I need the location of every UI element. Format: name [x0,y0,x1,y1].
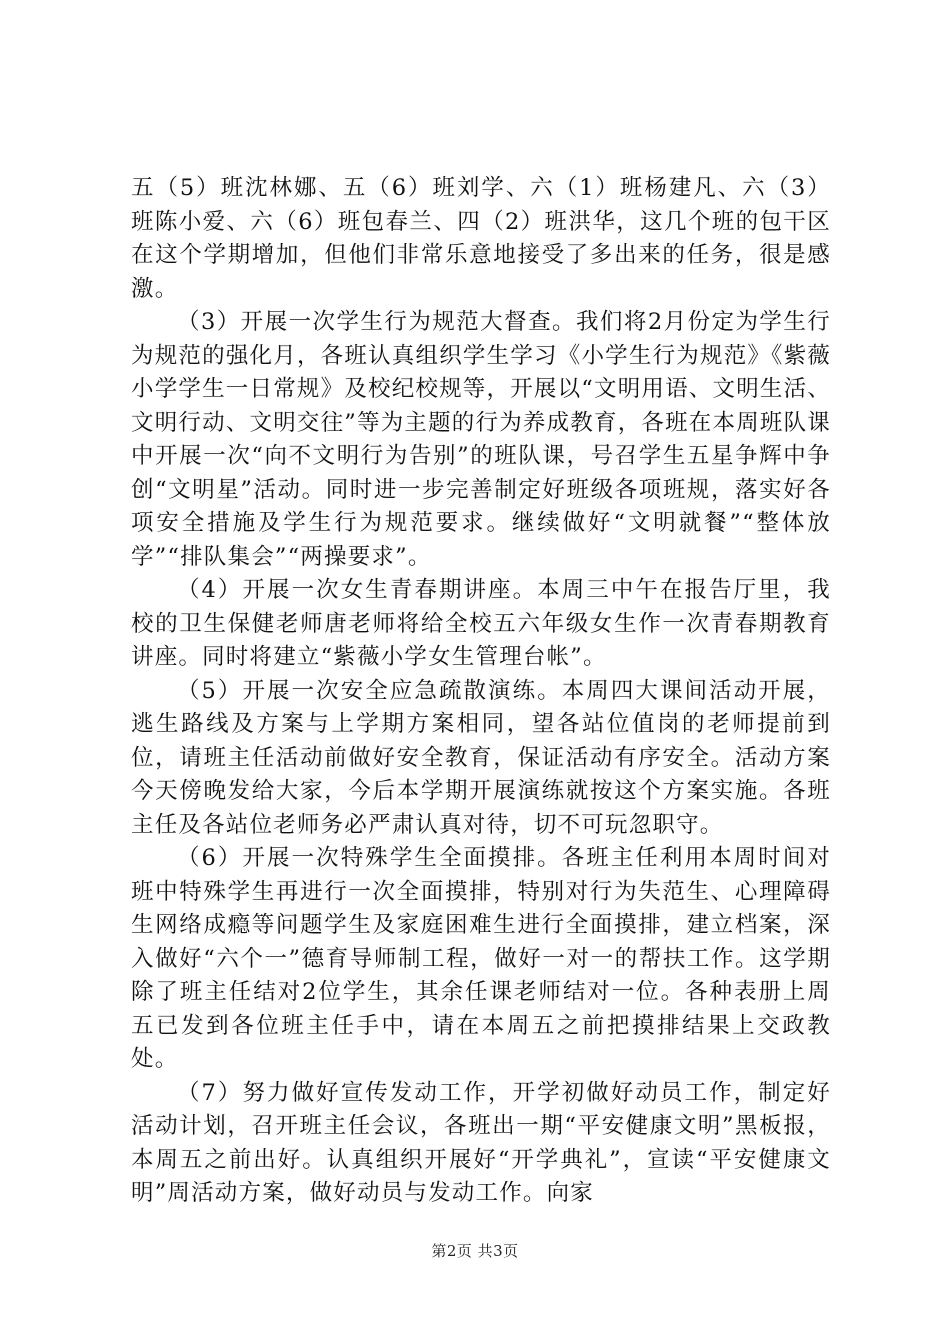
paragraph-item-5-evacuation-drill: （5）开展一次安全应急疏散演练。本周四大课间活动开展，逃生路线及方案与上学期方案相同，望各站位值岗的老师提前到位，请班主任活动前做好安全教育，保证活动有序安全。活动方案今天傍晚发给大家，今后本学期开展演练就按这个方案实施。各班主任及各站位老师务必严肃认真对待，切不可玩忽职守。 [131,677,831,838]
document-body [131,172,831,1211]
paragraph-item-3-behavior-inspection: （3）开展一次学生行为规范大督查。我们将2月份定为学生行为规范的强化月，各班认真组织学生学习《小学生行为规范》《紫薇小学学生一日常规》及校纪校规等，开展以“文明用语、文明生活、文明行动、文明交往”等为主题的行为养成教育，各班在本周班队课中开展一次“向不文明行为告别”的班队课，号召学生五星争辉中争创“文明星”活动。同时进一步完善制定好班级各项班规，落实好各项安全措施及学生行为规范要求。继续做好“文明就餐”“整体放学”“排队集会”“两操要求”。 [131,309,832,570]
paragraph-continuation-class-list: 五（5）班沈林娜、五（6）班刘学、六（1）班杨建凡、六（3）班陈小爱、六（6）班包春兰、四（2）班洪华，这几个班的包干区在这个学期增加，但他们非常乐意地接受了多出来的任务，很是感激。 [131,175,831,302]
page-footer [0,1241,950,1261]
paragraph-item-7-publicity: （7）努力做好宣传发动工作，开学初做好动员工作，制定好活动计划，召开班主任会议，各班出一期“平安健康文明”黑板报，本周五之前出好。认真组织开展好“开学典礼”，宣读“平安健康文明”周活动方案，做好动员与发动工作。向家 [131,1079,831,1206]
page-number-label: 第2页 共3页 [431,1242,519,1260]
paragraph-item-6-special-students: （6）开展一次特殊学生全面摸排。各班主任利用本周时间对班中特殊学生再进行一次全面摸排，特别对行为失范生、心理障碍生网络成瘾等问题学生及家庭困难生进行全面摸排，建立档案，深入做好“六个一”德育导师制工程，做好一对一的帮扶工作。这学期除了班主任结对2位学生，其余任课老师结对一位。各种表册上周五已发到各位班主任手中，请在本周五之前把摸排结果上交政教处。 [131,845,831,1072]
paragraph-item-4-puberty-lecture: （4）开展一次女生青春期讲座。本周三中午在报告厅里，我校的卫生保健老师唐老师将给全校五六年级女生作一次青春期教育讲座。同时将建立“紫薇小学女生管理台帐”。 [131,577,831,670]
